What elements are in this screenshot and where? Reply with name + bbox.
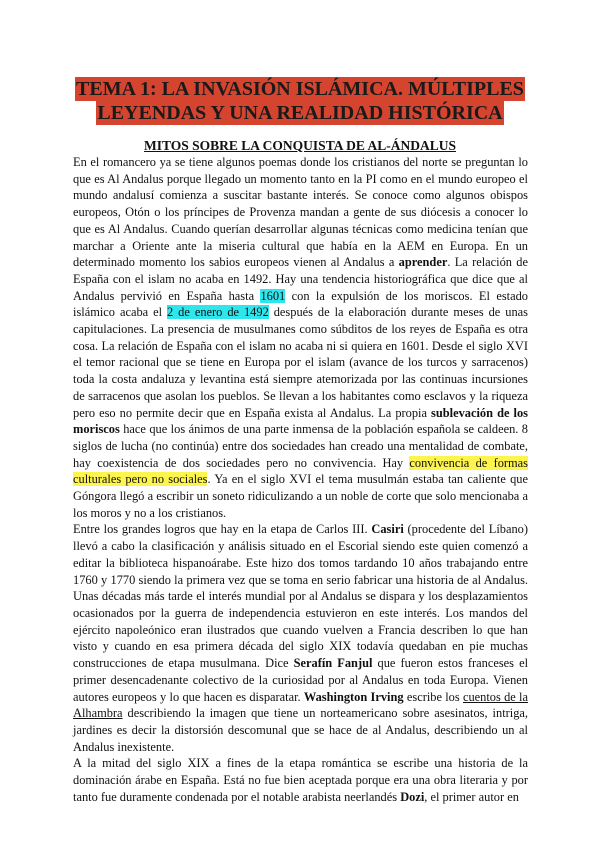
- document-body: [73, 154, 528, 805]
- highlight-yellow: convivencia de formas culturales pero no sociales: [73, 455, 528, 487]
- text-run: después de la elaboración durante meses de unas capitulaciones. La presencia de musulmanes como súbditos de los reyes de España es otra cosa. La relación de España con el islam no acaba ni si quiera en 1601. Desde el siglo XVI el temor racional que se tiene en Europa por el islam (avance de los turcos y sarracenos) toda la costa andaluza y levantina está siempre atemorizada por las continuas incursiones de sarracenos que asolan los pueblos. Se llevan a los habitantes como esclavos y la riqueza pero eso no permite decir que en España exista al Andalus. La propia: [73, 305, 528, 420]
- highlight-cyan: 2 de enero de 1492: [167, 305, 269, 320]
- section-heading: MITOS SOBRE LA CONQUISTA DE AL-ÁNDALUS: [144, 138, 456, 153]
- text-run: Entre los grandes logros que hay en la etapa de Carlos III.: [73, 522, 372, 537]
- bold-term: Serafín Fanjul: [293, 656, 373, 671]
- text-run: , el primer autor en: [424, 789, 519, 804]
- paragraph-3: [73, 755, 528, 805]
- underlined-title: cuentos de la Alhambra: [73, 689, 529, 721]
- paragraph-1: [73, 154, 528, 521]
- text-run: hace que los ánimos de una parte inmensa de la población española se caldeen. 8 siglos de lucha (no continúa) entre dos sociedades han creado una mentalidad de combate, hay coexistencia de dos sociedades pero no convivencia. Hay: [73, 422, 528, 470]
- highlight-cyan: 1601: [260, 288, 286, 303]
- text-run: con la expulsión de los moriscos. El estado islámico acaba el: [73, 288, 528, 320]
- bold-term: Dozi: [400, 789, 425, 804]
- paragraph-2: [73, 521, 528, 755]
- bold-term: Washington Irving: [303, 689, 404, 704]
- text-run: que fueron estos franceses el primer desencadenante colectivo de la curiosidad por al Andalus en toda Europa. Vienen autores europeos y lo que hacen es disparatar.: [73, 656, 529, 704]
- page-title: [0, 77, 600, 125]
- text-run: . Ya en el siglo XVI el tema musulmán estaba tan caliente que Góngora llegó a escribir un soneto ridiculizando a un noble de corte que solo mencionaba a los moros y no a los cristianos.: [73, 472, 528, 520]
- title-line-2: LEYENDAS Y UNA REALIDAD HISTÓRICA: [97, 102, 503, 124]
- bold-term: sublevación de los moriscos: [73, 405, 528, 437]
- text-run: A la mitad del siglo XIX a fines de la etapa romántica se escribe una historia de la dominación árabe en España. Está no fue bien aceptada porque era una obra literaria y por tanto fue duramente condenada por el notable arabista neerlandés: [73, 756, 528, 804]
- bold-term: Casiri: [371, 522, 404, 537]
- bold-term: aprender: [398, 255, 448, 270]
- text-run: escribe los: [403, 689, 463, 704]
- text-run: describiendo la imagen que tiene un norteamericano sobre asesinatos, intriga, jardines es decir la distorsión descomunal que se hace de al Andalus, describiendo un al Andalus inexistente.: [73, 706, 528, 754]
- text-run: . La relación de España con el islam no acaba en 1492. Hay una tendencia historiográfica que dice que al Andalus pervivió en España hasta: [73, 255, 528, 303]
- text-run: (procedente del Líbano) llevó a cabo la clasificación y análisis situado en el Escorial siendo este quien comenzó a editar la biblioteca hispanoárabe. Este hizo dos tomos tardando 10 años trabajando entre 1760 y 1770 siendo la primera vez que se toma en serio fabricar una historia de al Andalus. Unas décadas más tarde el interés mundial por al Andalus se dispara y los desplazamientos ocasionados por la guerra de independencia estuvieron en este interés. Los mandos del ejército napoleónico eran ilustrados que cuando vuelven a Francia describen lo que han visto y cuando en esa primera década del siglo XIX todavía quedaban en pie muchas construcciones de etapa musulmana. Dice: [73, 522, 528, 671]
- title-line-1: TEMA 1: LA INVASIÓN ISLÁMICA. MÚLTIPLES: [76, 78, 524, 100]
- text-run: En el romancero ya se tiene algunos poemas donde los cristianos del norte se preguntan lo que es Al Andalus porque llegado un momento tanto en la PI como en el mundo europeo el mundo andalusí comienza a suscitar bastante interés. Se conoce como algunos obispos europeos, Otón o los príncipes de Provenza mandan a gente de sus diócesis a conocer lo que es Al Andalus. Cuando querían desarrollar algunas técnicas como medicina tenían que marchar a Oriente ante la miseria cultural que había en la AEM en Europa. En un determinado momento los sabios europeos vienen al Andalus a: [73, 155, 528, 270]
